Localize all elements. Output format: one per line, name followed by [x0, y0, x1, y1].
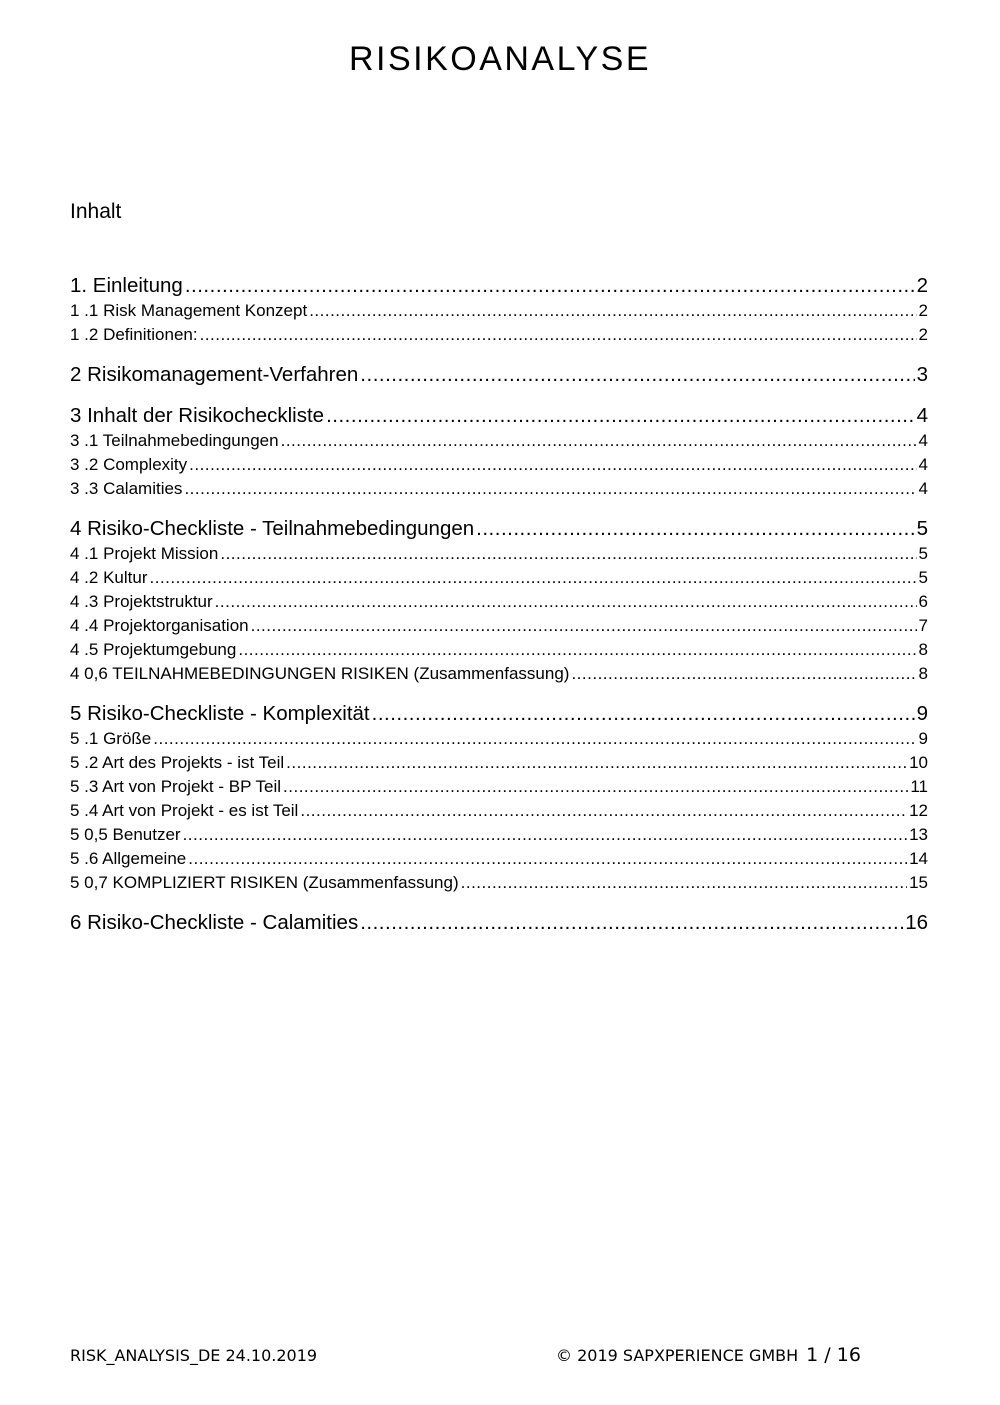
toc-heading: Inhalt — [70, 200, 122, 223]
toc-dot-leader — [150, 566, 917, 590]
footer-copyright-text: © 2019 SAPXPERIENCE GMBH — [556, 1346, 799, 1365]
footer-copyright — [556, 1344, 861, 1366]
toc-entry-chapter[interactable] — [70, 272, 928, 299]
toc-dot-leader — [183, 823, 908, 847]
toc-entry-label: 4 0,6 TEILNAHMEBEDINGUNGEN RISIKEN (Zusammenfassung) — [70, 664, 570, 683]
toc-dot-leader — [153, 727, 916, 751]
toc-entry-chapter[interactable] — [70, 402, 928, 429]
toc-entry-subsection[interactable] — [70, 847, 928, 871]
toc-entry-chapter[interactable] — [70, 515, 928, 542]
toc-entry-label: 5 .1 Größe — [70, 729, 152, 748]
toc-page-number: 10 — [909, 753, 928, 772]
toc-entry-label: 4 .1 Projekt Mission — [70, 544, 219, 563]
toc-page-number: 6 — [918, 592, 928, 611]
toc-entry-subsection[interactable] — [70, 751, 928, 775]
toc-page-number: 15 — [909, 873, 928, 892]
toc-page-number: 13 — [909, 825, 928, 844]
toc-dot-leader — [360, 909, 903, 936]
toc-entry-subsection[interactable] — [70, 477, 928, 501]
toc-page-number: 16 — [905, 911, 928, 934]
toc-entry-subsection[interactable] — [70, 662, 928, 686]
toc-entry-label: 5 0,5 Benutzer — [70, 825, 181, 844]
toc-page-number: 5 — [918, 544, 928, 563]
toc-section — [70, 515, 928, 686]
toc-page-number: 8 — [918, 640, 928, 659]
toc-section — [70, 402, 928, 501]
toc-entry-label: 4 Risiko-Checkliste - Teilnahmebedingungen — [70, 517, 475, 540]
toc-page-number: 2 — [918, 301, 928, 320]
toc-page-number: 9 — [916, 702, 928, 725]
toc-entry-label: 5 .4 Art von Projekt - es ist Teil — [70, 801, 299, 820]
toc-page-number: 8 — [918, 664, 928, 683]
toc-entry-label: 1 .2 Definitionen: — [70, 325, 198, 344]
toc-page-number: 2 — [916, 274, 928, 297]
toc-entry-subsection[interactable] — [70, 590, 928, 614]
toc-entry-subsection[interactable] — [70, 429, 928, 453]
toc-dot-leader — [251, 614, 917, 638]
toc-dot-leader — [281, 429, 917, 453]
toc-entry-label: 4 .4 Projektorganisation — [70, 616, 249, 635]
document-title: RISIKOANALYSE — [348, 40, 652, 78]
toc-page-number: 4 — [918, 431, 928, 450]
toc-page-number: 11 — [910, 777, 928, 796]
toc-page-number: 5 — [918, 568, 928, 587]
toc-entry-subsection[interactable] — [70, 614, 928, 638]
toc-dot-leader — [283, 775, 908, 799]
toc-page-number: 3 — [916, 363, 928, 386]
toc-entry-chapter[interactable] — [70, 700, 928, 727]
toc-dot-leader — [300, 799, 907, 823]
toc-entry-label: 6 Risiko-Checkliste - Calamities — [70, 911, 359, 934]
toc-entry-label: 4 .3 Projektstruktur — [70, 592, 213, 611]
toc-entry-label: 3 .2 Complexity — [70, 455, 188, 474]
toc-entry-subsection[interactable] — [70, 566, 928, 590]
footer-page-indicator: 1 / 16 — [806, 1344, 861, 1366]
toc-dot-leader — [360, 361, 914, 388]
toc-dot-leader — [286, 751, 907, 775]
toc-entry-label: 5 Risiko-Checkliste - Komplexität — [70, 702, 370, 725]
toc-entry-subsection[interactable] — [70, 638, 928, 662]
toc-dot-leader — [200, 323, 917, 347]
toc-dot-leader — [326, 402, 915, 429]
toc-dot-leader — [215, 590, 917, 614]
toc-entry-label: 1 .1 Risk Management Konzept — [70, 301, 308, 320]
toc-section — [70, 700, 928, 895]
toc-dot-leader — [184, 477, 916, 501]
toc-entry-label: 3 .3 Calamities — [70, 479, 183, 498]
toc-page-number: 4 — [916, 404, 928, 427]
toc-dot-leader — [189, 453, 916, 477]
toc-page-number: 2 — [918, 325, 928, 344]
toc-entry-subsection[interactable] — [70, 823, 928, 847]
toc-entry-subsection[interactable] — [70, 542, 928, 566]
toc-dot-leader — [238, 638, 916, 662]
toc-entry-label: 5 .6 Allgemeine — [70, 849, 187, 868]
toc-entry-label: 5 .2 Art des Projekts - ist Teil — [70, 753, 285, 772]
toc-entry-subsection[interactable] — [70, 453, 928, 477]
toc-page-number: 7 — [918, 616, 928, 635]
toc-entry-label: 4 .2 Kultur — [70, 568, 148, 587]
table-of-contents — [70, 272, 928, 950]
toc-entry-label: 3 Inhalt der Risikocheckliste — [70, 404, 325, 427]
toc-dot-leader — [461, 871, 907, 895]
toc-entry-chapter[interactable] — [70, 361, 928, 388]
toc-page-number: 4 — [918, 479, 928, 498]
toc-dot-leader — [188, 847, 907, 871]
toc-entry-subsection[interactable] — [70, 799, 928, 823]
toc-entry-label: 5 .3 Art von Projekt - BP Teil — [70, 777, 282, 796]
toc-page-number: 9 — [918, 729, 928, 748]
toc-dot-leader — [309, 299, 916, 323]
toc-section — [70, 361, 928, 388]
toc-dot-leader — [220, 542, 916, 566]
toc-entry-label: 5 0,7 KOMPLIZIERT RISIKEN (Zusammenfassung) — [70, 873, 459, 892]
toc-dot-leader — [476, 515, 914, 542]
toc-entry-label: 4 .5 Projektumgebung — [70, 640, 237, 659]
toc-entry-subsection[interactable] — [70, 727, 928, 751]
toc-entry-chapter[interactable] — [70, 909, 928, 936]
toc-entry-subsection[interactable] — [70, 775, 928, 799]
footer-document-id: RISK_ANALYSIS_DE 24.10.2019 — [70, 1346, 318, 1365]
toc-entry-label: 2 Risikomanagement-Verfahren — [70, 363, 359, 386]
toc-section — [70, 909, 928, 936]
toc-page-number: 5 — [916, 517, 928, 540]
toc-page-number: 4 — [918, 455, 928, 474]
toc-entry-subsection[interactable] — [70, 871, 928, 895]
toc-page-number: 12 — [909, 801, 928, 820]
toc-dot-leader — [372, 700, 915, 727]
toc-entry-subsection[interactable] — [70, 299, 928, 323]
toc-entry-subsection[interactable] — [70, 323, 928, 347]
toc-entry-label: 1. Einleitung — [70, 274, 183, 297]
toc-page-number: 14 — [909, 849, 928, 868]
toc-section — [70, 272, 928, 347]
toc-dot-leader — [185, 272, 915, 299]
toc-dot-leader — [571, 662, 916, 686]
toc-entry-label: 3 .1 Teilnahmebedingungen — [70, 431, 279, 450]
